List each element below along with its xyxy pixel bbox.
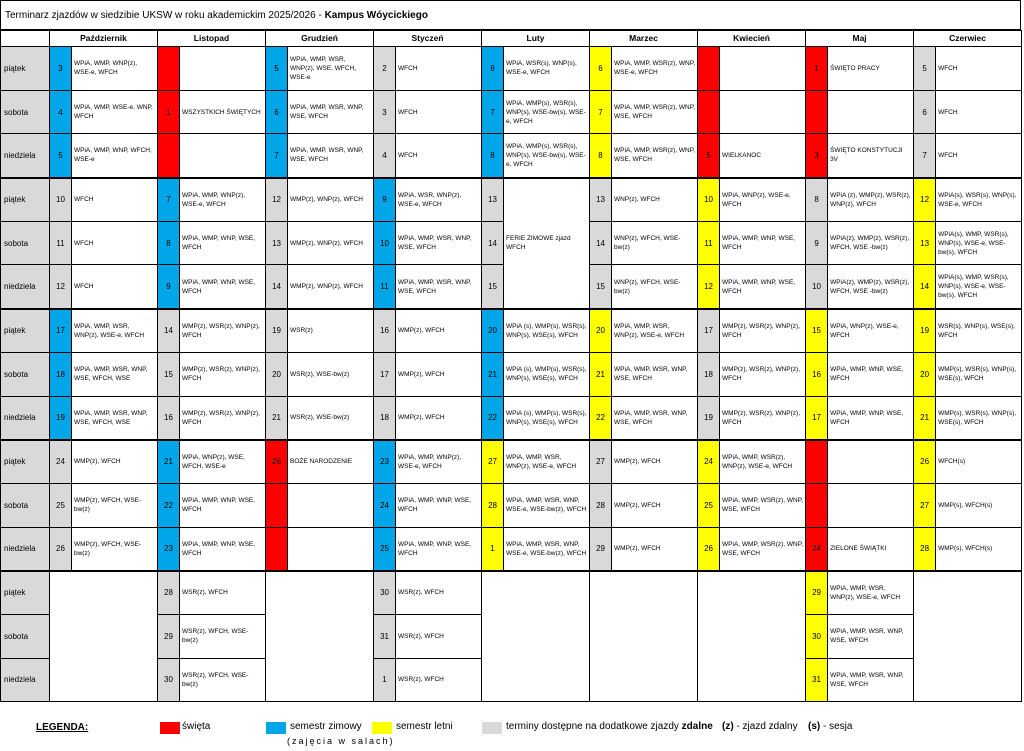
legend-s-text: - sesja: [820, 721, 853, 732]
day-label: piątek: [1, 571, 50, 615]
legend-winter-sub: (zajęcia w salach): [287, 736, 395, 746]
faculty-list: WPiA (s), WMP(s), WSR(s), WNP(s), WSE(s), WFCH: [504, 352, 590, 396]
date-number: 17: [806, 396, 828, 440]
faculty-list: WFCH: [936, 90, 1022, 134]
date-number: 5: [50, 134, 72, 178]
legend-available-bold: zdalne: [681, 721, 713, 732]
faculty-list: WPiA, WMP, WSR(z), WNP(z), WSE-e, WFCH: [720, 440, 806, 484]
faculty-list: WPiA, WMP, WSR, WNP(z), WSE-e, WFCH: [72, 309, 158, 353]
date-number: 10: [806, 265, 828, 309]
date-number: 30: [806, 614, 828, 658]
date-number: 30: [374, 571, 396, 615]
faculty-list: WMP(z), WFCH: [612, 527, 698, 571]
date-number: 26: [914, 440, 936, 484]
faculty-list: WPiA, WMP, WNP, WSE, WFCH: [180, 527, 266, 571]
faculty-list: WPiA, WMP, WNP, WSE, WFCH: [828, 396, 914, 440]
week-row: [1, 440, 1022, 484]
faculty-list: WMP(z), WNP(z), WFCH: [288, 221, 374, 265]
date-number: 6: [914, 90, 936, 134]
faculty-list: [180, 134, 266, 178]
date-number: 22: [158, 483, 180, 527]
faculty-list: WMP(z), WSR(z), WNP(z), WFCH: [180, 396, 266, 440]
date-number: 24: [50, 440, 72, 484]
faculty-list: WPiA, WMP, WNP(z), WSE-e, WFCH: [72, 47, 158, 91]
faculty-list: WPiA, WMP, WSR(z), WNP, WSE, WFCH: [720, 483, 806, 527]
date-number: 17: [50, 309, 72, 353]
faculty-list: WPiA, WNP(z), WSE, WFCH, WSE-e: [180, 440, 266, 484]
legend-available-swatch: [482, 722, 502, 734]
month-header: Listopad: [158, 31, 266, 47]
empty-block: [914, 571, 1022, 702]
faculty-list: WFCH: [72, 265, 158, 309]
faculty-list: WMP(z), WFCH: [612, 483, 698, 527]
date-number: [698, 90, 720, 134]
date-number: 10: [374, 221, 396, 265]
faculty-list: WSR(z), WFCH: [396, 571, 482, 615]
date-number: 27: [590, 440, 612, 484]
month-header: Styczeń: [374, 31, 482, 47]
faculty-list: WPiA, WMP, WSE-e, WNP, WFCH: [72, 90, 158, 134]
date-number: 12: [50, 265, 72, 309]
schedule-table: [0, 30, 1022, 702]
date-number: 7: [590, 90, 612, 134]
faculty-list: WPiA, WMP, WNP, WSE, WFCH: [180, 265, 266, 309]
date-number: 12: [266, 178, 288, 222]
faculty-list: WPiA, WMP, WSR, WNP(z), WSE-e, WFCH: [828, 571, 914, 615]
faculty-list: [288, 527, 374, 571]
date-number: 4: [374, 134, 396, 178]
faculty-list: WSR(z), WFCH, WSE-bw(z): [180, 658, 266, 702]
legend-holidays: święta: [182, 721, 211, 732]
date-number: 13: [482, 178, 504, 222]
empty-block: [482, 571, 590, 702]
week-row: [1, 527, 1022, 571]
faculty-list: ZIELONE ŚWIĄTKI: [828, 527, 914, 571]
date-number: 15: [482, 265, 504, 309]
faculty-list: WMP(z), WSR(z), WNP(z), WFCH: [720, 396, 806, 440]
faculty-list: ŚWIĘTO PRACY: [828, 47, 914, 91]
header-corner: [1, 31, 50, 47]
date-number: 7: [482, 90, 504, 134]
date-number: 16: [158, 396, 180, 440]
faculty-list: WSR(z): [288, 309, 374, 353]
faculty-list: WSR(s), WNP(s), WSE(s), WFCH: [936, 309, 1022, 353]
date-number: 16: [374, 309, 396, 353]
date-number: 28: [590, 483, 612, 527]
date-number: [698, 47, 720, 91]
faculty-list: WPiA, WMP(s), WSR(s), WNP(s), WSE-bw(s), WSE-e, WFCH: [504, 90, 590, 134]
faculty-list: WFCH(s): [936, 440, 1022, 484]
faculty-list: WMP(z), WFCH: [72, 440, 158, 484]
day-label: niedziela: [1, 527, 50, 571]
faculty-list: WPiA, WMP, WSR, WNP, WSE, WFCH, WSE: [72, 352, 158, 396]
week-row: [1, 90, 1022, 134]
day-label: piątek: [1, 440, 50, 484]
empty-block: [50, 571, 158, 702]
date-number: 19: [50, 396, 72, 440]
date-number: 18: [50, 352, 72, 396]
date-number: 11: [698, 221, 720, 265]
week-row: [1, 134, 1022, 178]
week-row: [1, 396, 1022, 440]
date-number: 18: [374, 396, 396, 440]
week-row: [1, 483, 1022, 527]
faculty-list: WSR(z), WSE-bw(z): [288, 396, 374, 440]
empty-block: [266, 571, 374, 702]
date-number: 12: [698, 265, 720, 309]
faculty-list: WPiA (s), WMP(s), WSR(s), WNP(s), WSE(s), WFCH: [504, 396, 590, 440]
faculty-list: WPiA, WMP, WNP, WSE, WFCH: [720, 265, 806, 309]
faculty-list: WPiA, WMP, WNP, WSE, WFCH: [396, 527, 482, 571]
faculty-list: WPiA, WMP, WSR(z), WNP, WSE-e, WFCH: [612, 47, 698, 91]
faculty-list: WPiA(s), WMP, WSR(s), WNP(s), WSE-e, WSE-bw(s), WFCH: [936, 265, 1022, 309]
faculty-list: WPiA, WMP, WNP, WSE, WFCH: [180, 221, 266, 265]
faculty-list: WPiA, WMP, WNP, WSE, WFCH: [396, 483, 482, 527]
faculty-list: WSR(z), WFCH: [180, 571, 266, 615]
week-row: [1, 571, 1022, 615]
faculty-list: WPiA, WMP, WSR(z), WNP, WSE, WFCH: [612, 134, 698, 178]
month-header: Luty: [482, 31, 590, 47]
date-number: 20: [266, 352, 288, 396]
faculty-list: [720, 47, 806, 91]
date-number: 20: [590, 309, 612, 353]
month-header: Kwiecień: [698, 31, 806, 47]
faculty-list: WPiA(z), WMP(z), WSR(z), WFCH, WSE -bw(z): [828, 221, 914, 265]
date-number: 15: [590, 265, 612, 309]
date-number: 21: [158, 440, 180, 484]
date-number: 15: [158, 352, 180, 396]
date-number: 17: [374, 352, 396, 396]
empty-block: [590, 571, 698, 702]
legend-holiday-swatch: [160, 722, 180, 734]
month-header: Marzec: [590, 31, 698, 47]
date-number: 1: [374, 658, 396, 702]
faculty-list: WPiA, WSR, WNP(z), WSE-e, WFCH: [396, 178, 482, 222]
faculty-list: WFCH: [396, 134, 482, 178]
day-label: niedziela: [1, 658, 50, 702]
date-number: 2: [374, 47, 396, 91]
faculty-list: WMP(s), WFCH(s): [936, 527, 1022, 571]
date-number: 26: [698, 527, 720, 571]
date-number: 19: [266, 309, 288, 353]
faculty-list: WMP(z), WFCH, WSE-bw(z): [72, 527, 158, 571]
faculty-list: WPiA (s), WMP(s), WSR(s), WNP(s), WSE(s), WFCH: [504, 309, 590, 353]
date-number: 9: [158, 265, 180, 309]
faculty-list: WMP(z), WFCH: [396, 396, 482, 440]
faculty-list: WPiA, WMP, WSR, WNP, WSE, WFCH: [612, 352, 698, 396]
faculty-list: WMP(z), WSR(z), WNP(z), WFCH: [720, 352, 806, 396]
faculty-list: WMP(z), WSR(z), WNP(z), WFCH: [720, 309, 806, 353]
faculty-list: WFCH: [72, 178, 158, 222]
legend: [0, 712, 1024, 751]
date-number: 17: [698, 309, 720, 353]
date-number: 21: [266, 396, 288, 440]
faculty-list: WPiA, WMP, WSR, WNP(z), WSE, WFCH, WSE-e: [288, 47, 374, 91]
date-number: 7: [266, 134, 288, 178]
date-number: 8: [806, 178, 828, 222]
faculty-list: WPiA, WMP, WSR(z), WNP, WSE, WFCH: [612, 90, 698, 134]
faculty-list: WFCH: [396, 47, 482, 91]
legend-winter: semestr zimowy: [290, 721, 362, 732]
day-label: sobota: [1, 614, 50, 658]
legend-available-mid: na dodatkowe zjazdy: [582, 721, 682, 732]
faculty-list: WPiA, WMP, WSR, WNP, WSE, WFCH: [288, 90, 374, 134]
week-row: [1, 178, 1022, 222]
date-number: [806, 440, 828, 484]
legend-winter-swatch: [266, 722, 286, 734]
date-number: [158, 47, 180, 91]
faculty-list: WPiA, WMP, WSR, WNP, WSE, WFCH: [828, 614, 914, 658]
faculty-list: WSR(z), WFCH: [396, 658, 482, 702]
date-number: 3: [50, 47, 72, 91]
date-number: 29: [158, 614, 180, 658]
faculty-list: WPiA, WNP(z), WSE-e, WFCH: [720, 178, 806, 222]
faculty-list: WPiA, WMP(s), WSR(s), WNP(s), WSE-bw(s), WSE-e, WFCH: [504, 134, 590, 178]
date-number: 18: [698, 352, 720, 396]
faculty-list: WPiA, WMP, WNP(z), WSE-e, WFCH: [396, 440, 482, 484]
date-number: 28: [482, 483, 504, 527]
date-number: 1: [158, 90, 180, 134]
date-number: 11: [374, 265, 396, 309]
month-header: Maj: [806, 31, 914, 47]
day-label: piątek: [1, 47, 50, 91]
faculty-list: WMP(z), WFCH: [396, 352, 482, 396]
date-number: 21: [482, 352, 504, 396]
faculty-list: FERIE ZIMOWE zjazd WFCH: [504, 178, 590, 309]
title-text: Terminarz zjazdów w siedzibie UKSW w roku akademickim 2025/2026 -: [5, 10, 325, 21]
date-number: 14: [158, 309, 180, 353]
faculty-list: WFCH: [396, 90, 482, 134]
date-number: 14: [482, 221, 504, 265]
day-label: piątek: [1, 309, 50, 353]
date-number: 20: [482, 309, 504, 353]
date-number: 23: [158, 527, 180, 571]
month-header: Październik: [50, 31, 158, 47]
faculty-list: WMP(z), WSR(z), WNP(z), WFCH: [180, 352, 266, 396]
day-label: piątek: [1, 178, 50, 222]
date-number: 29: [806, 571, 828, 615]
legend-available: [506, 721, 713, 732]
legend-z-text: - zjazd zdalny: [733, 721, 798, 732]
week-row: [1, 352, 1022, 396]
faculty-list: WPiA(s), WMP, WSR(s), WNP(s), WSE-e, WSE-bw(s), WFCH: [936, 221, 1022, 265]
faculty-list: WMP(z), WNP(z), WFCH: [288, 178, 374, 222]
date-number: 13: [266, 221, 288, 265]
date-number: [266, 527, 288, 571]
faculty-list: WNP(z), WFCH: [612, 178, 698, 222]
legend-s: [808, 721, 852, 732]
date-number: 24: [374, 483, 396, 527]
faculty-list: WSR(z), WSE-bw(z): [288, 352, 374, 396]
day-label: sobota: [1, 352, 50, 396]
date-number: 27: [482, 440, 504, 484]
day-label: sobota: [1, 90, 50, 134]
week-row: [1, 309, 1022, 353]
date-number: 8: [482, 134, 504, 178]
date-number: 6: [590, 47, 612, 91]
date-number: 10: [698, 178, 720, 222]
date-number: 19: [698, 396, 720, 440]
faculty-list: WPiA, WMP, WNP, WSE, WFCH: [828, 352, 914, 396]
date-number: 1: [482, 527, 504, 571]
faculty-list: WPiA, WMP, WSR, WNP, WSE-e, WSE-bw(z), WFCH: [504, 527, 590, 571]
day-label: sobota: [1, 221, 50, 265]
date-number: 28: [914, 527, 936, 571]
legend-s-key: (s): [808, 721, 821, 732]
date-number: 5: [698, 134, 720, 178]
faculty-list: WPiA (z), WMP(z), WSR(z), WNP(z), WFCH: [828, 178, 914, 222]
faculty-list: WMP(z), WSR(z), WNP(z), WFCH: [180, 309, 266, 353]
faculty-list: WPiA(s), WSR(s), WNP(s), WSE-e, WFCH: [936, 178, 1022, 222]
faculty-list: WPiA(z), WMP(z), WSR(z), WFCH, WSE -bw(z): [828, 265, 914, 309]
date-number: 31: [374, 614, 396, 658]
campus-name: Kampus Wóycickiego: [324, 10, 428, 21]
date-number: 20: [914, 352, 936, 396]
day-label: niedziela: [1, 396, 50, 440]
faculty-list: WPiA, WMP, WNP, WFCH, WSE-e: [72, 134, 158, 178]
date-number: 6: [482, 47, 504, 91]
faculty-list: WMP(z), WFCH: [612, 440, 698, 484]
faculty-list: WPiA, WNP(z), WSE-e, WFCH: [828, 309, 914, 353]
faculty-list: WPiA, WMP, WSR, WNP, WSE, WFCH: [828, 658, 914, 702]
date-number: 24: [698, 440, 720, 484]
empty-block: [698, 571, 806, 702]
legend-label: LEGENDA:: [36, 722, 89, 733]
faculty-list: WMP(z), WNP(z), WFCH: [288, 265, 374, 309]
date-number: 3: [806, 134, 828, 178]
date-number: 8: [590, 134, 612, 178]
faculty-list: WMP(z), WFCH, WSE-bw(z): [72, 483, 158, 527]
faculty-list: WFCH: [72, 221, 158, 265]
faculty-list: WPiA, WMP, WSR(z), WNP, WSE, WFCH: [720, 527, 806, 571]
date-number: 22: [590, 396, 612, 440]
date-number: 28: [158, 571, 180, 615]
legend-summer-swatch: [372, 722, 392, 734]
date-number: 13: [914, 221, 936, 265]
faculty-list: [720, 90, 806, 134]
date-number: 3: [374, 90, 396, 134]
date-number: 21: [590, 352, 612, 396]
faculty-list: WIELKANOC: [720, 134, 806, 178]
date-number: 1: [806, 47, 828, 91]
faculty-list: WPiA, WSR(s), WNP(s), WSE-e, WFCH: [504, 47, 590, 91]
faculty-list: WPiA, WMP, WSR, WNP, WSE, WFCH, WSE: [72, 396, 158, 440]
date-number: 19: [914, 309, 936, 353]
date-number: 25: [374, 527, 396, 571]
faculty-list: WMP(s), WSR(s), WNP(s), WSE(s), WFCH: [936, 352, 1022, 396]
date-number: 27: [914, 483, 936, 527]
faculty-list: WPiA, WMP, WSR, WNP, WSE, WFCH: [288, 134, 374, 178]
faculty-list: WPiA, WMP, WSR, WNP(z), WSE-e, WFCH: [504, 440, 590, 484]
faculty-list: WPiA, WMP, WSR, WNP, WSE, WFCH: [396, 221, 482, 265]
faculty-list: WSR(z), WFCH, WSE-bw(z): [180, 614, 266, 658]
date-number: 7: [914, 134, 936, 178]
month-header: Czerwiec: [914, 31, 1022, 47]
week-row: [1, 47, 1022, 91]
date-number: [806, 90, 828, 134]
legend-available-pre: terminy dostępne: [506, 721, 583, 732]
faculty-list: WSZYSTKICH ŚWIĘTYCH: [180, 90, 266, 134]
date-number: 8: [158, 221, 180, 265]
faculty-list: BOŻE NARODZENIE: [288, 440, 374, 484]
date-number: 25: [698, 483, 720, 527]
date-number: 9: [806, 221, 828, 265]
date-number: 10: [50, 178, 72, 222]
date-number: 29: [590, 527, 612, 571]
faculty-list: WFCH: [936, 47, 1022, 91]
date-number: 9: [374, 178, 396, 222]
faculty-list: WMP(z), WFCH: [396, 309, 482, 353]
date-number: 16: [806, 352, 828, 396]
faculty-list: ŚWIĘTO KONSTYTUCJI 3V: [828, 134, 914, 178]
date-number: 23: [374, 440, 396, 484]
date-number: [266, 483, 288, 527]
date-number: 5: [266, 47, 288, 91]
date-number: 12: [914, 178, 936, 222]
faculty-list: [828, 440, 914, 484]
day-label: sobota: [1, 483, 50, 527]
date-number: 5: [914, 47, 936, 91]
date-number: 14: [590, 221, 612, 265]
legend-summer: semestr letni: [396, 721, 453, 732]
date-number: 26: [266, 440, 288, 484]
date-number: 21: [914, 396, 936, 440]
legend-z: [722, 721, 798, 732]
month-header: Grudzień: [266, 31, 374, 47]
date-number: 30: [158, 658, 180, 702]
faculty-list: [828, 90, 914, 134]
date-number: 15: [806, 309, 828, 353]
date-number: 6: [266, 90, 288, 134]
day-label: niedziela: [1, 134, 50, 178]
legend-z-key: (z): [722, 721, 734, 732]
date-number: 14: [914, 265, 936, 309]
date-number: [806, 483, 828, 527]
faculty-list: WPiA, WMP, WNP, WSE, WFCH: [180, 483, 266, 527]
date-number: 25: [50, 483, 72, 527]
faculty-list: WPiA, WMP, WSR, WNP, WSE, WFCH: [612, 396, 698, 440]
date-number: 7: [158, 178, 180, 222]
faculty-list: WMP(s), WSR(s), WNP(s), WSE(s), WFCH: [936, 396, 1022, 440]
faculty-list: WPiA, WMP, WSR, WNP(z), WSE-e, WFCH: [612, 309, 698, 353]
date-number: 31: [806, 658, 828, 702]
date-number: 4: [50, 90, 72, 134]
date-number: 22: [482, 396, 504, 440]
faculty-list: WPiA, WMP, WSR, WNP, WSE, WFCH: [396, 265, 482, 309]
faculty-list: WNP(z), WFCH, WSE-bw(z): [612, 221, 698, 265]
page-title: [0, 0, 1021, 30]
day-label: niedziela: [1, 265, 50, 309]
date-number: [158, 134, 180, 178]
date-number: 11: [50, 221, 72, 265]
faculty-list: [180, 47, 266, 91]
date-number: 24: [806, 527, 828, 571]
faculty-list: WPiA, WMP, WNP(z), WSE-e, WFCH: [180, 178, 266, 222]
faculty-list: WNP(z), WFCH, WSE-bw(z): [612, 265, 698, 309]
faculty-list: WPiA, WMP, WNP, WSE, WFCH: [720, 221, 806, 265]
date-number: 26: [50, 527, 72, 571]
faculty-list: WMP(s), WFCH(s): [936, 483, 1022, 527]
date-number: 13: [590, 178, 612, 222]
faculty-list: WFCH: [936, 134, 1022, 178]
faculty-list: [288, 483, 374, 527]
faculty-list: WSR(z), WFCH: [396, 614, 482, 658]
faculty-list: [828, 483, 914, 527]
date-number: 14: [266, 265, 288, 309]
faculty-list: WPiA, WMP, WSR, WNP, WSE-e, WSE-bw(z), WFCH: [504, 483, 590, 527]
